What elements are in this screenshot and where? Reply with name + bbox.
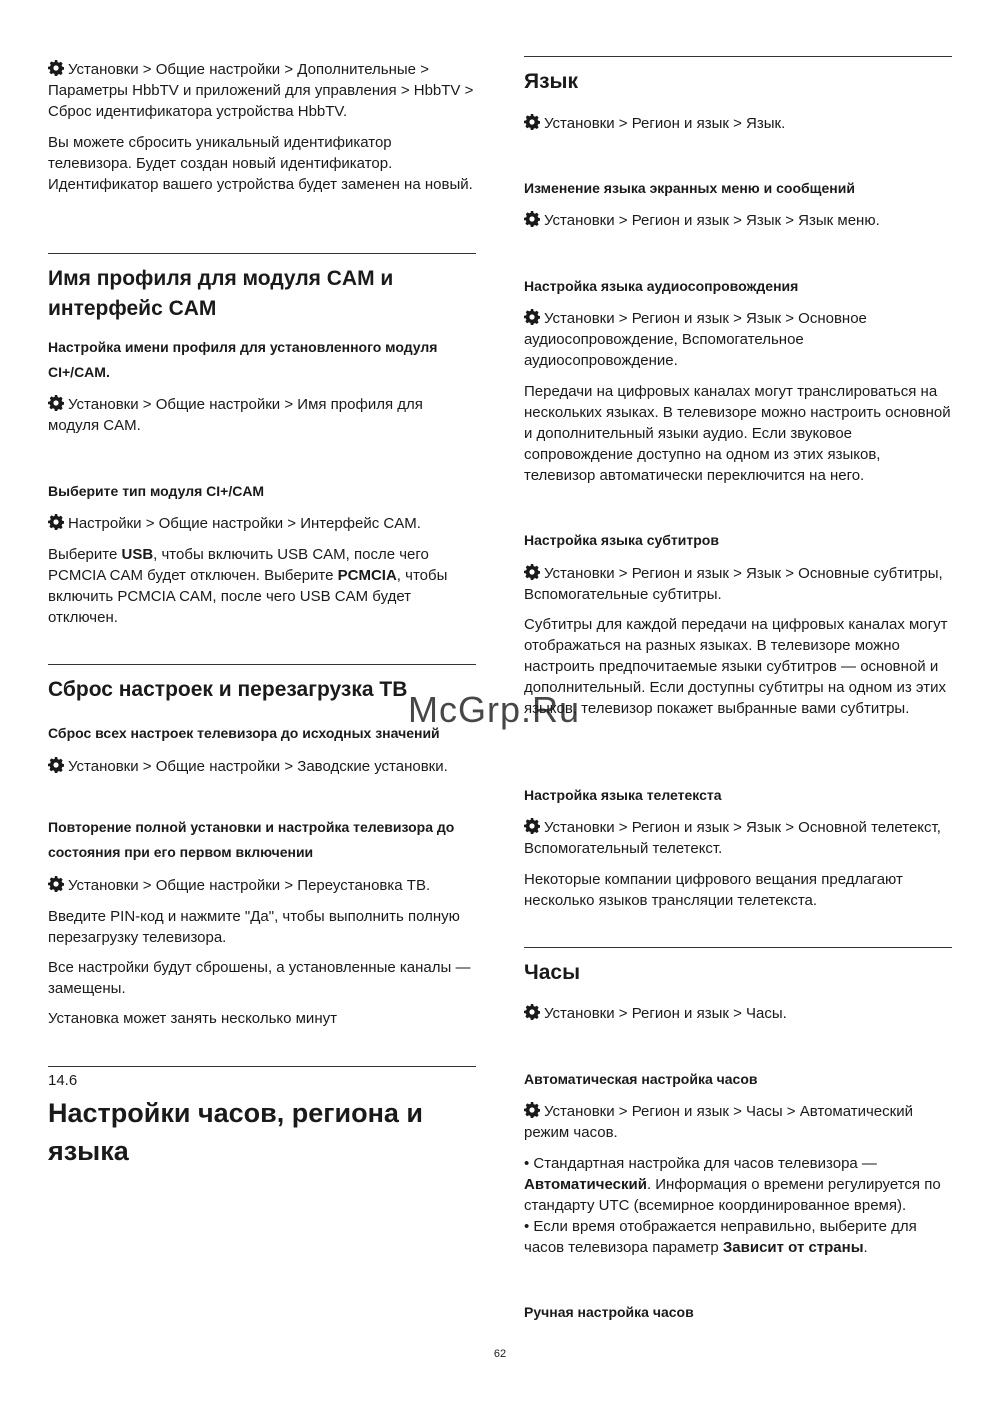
section-divider (48, 664, 476, 665)
subtitles-subheading: Настройка языка субтитров (524, 532, 719, 548)
language-path: Установки > Регион и язык > Язык. (524, 113, 954, 134)
auto-clock-path: Установки > Регион и язык > Часы > Автоматический режим часов. (524, 1103, 913, 1141)
reinstall-subheading: Повторение полной установки и настройка телевизора до состояния при его первом включении (48, 819, 455, 860)
cam-type-path: Настройки > Общие настройки > Интерфейс CAM. (48, 513, 478, 534)
reinstall-path: Установки > Общие настройки > Переустановка ТВ. (48, 875, 478, 896)
gear-icon (524, 309, 540, 325)
cam-type-text: Выберите USB, чтобы включить USB CAM, после чего PCMCIA CAM будет отключен. Выберите PCMCIA, чтобы включить PCMCIA CAM, после чего USB CAM будет отключен. (48, 546, 448, 626)
gear-icon (524, 818, 540, 834)
auto-clock-text: • Стандартная настройка для часов телевизора — Автоматический. Информация о времени регулируется по стандарту UTC (всемирное координированное время). • Если время отображается неправильно, выберите для часов телевизора параметр Зависит от страны. (524, 1155, 941, 1256)
teletext-text: Некоторые компании цифрового вещания предлагают несколько языков трансляции телетекста. (524, 871, 903, 909)
section-divider (524, 947, 952, 948)
hbbtv-reset-text: Вы можете сбросить уникальный идентификатор телевизора. Будет создан новый идентификатор. Идентификатор вашего устройства будет заменен на новый. (48, 134, 473, 193)
gear-icon (48, 876, 64, 892)
cam-profile-subheading: Настройка имени профиля для установленного модуля CI+/CAM. (48, 339, 438, 380)
subtitles-text: Субтитры для каждой передачи на цифровых каналах могут отображаться на разных языках. В телевизоре можно настроить предпочитаемые языки субтитров — основной и дополнительный. Если доступны субтитры на одном из этих языков, телевизор покажет выбранные вами субтитры. (524, 616, 948, 717)
cam-type-subheading: Выберите тип модуля CI+/CAM (48, 483, 265, 499)
manual-clock-subheading: Ручная настройка часов (524, 1304, 694, 1320)
gear-icon (524, 564, 540, 580)
language-section-title: Язык (524, 70, 578, 93)
reset-all-path: Установки > Общие настройки > Заводские установки. (48, 756, 478, 777)
gear-icon (48, 757, 64, 773)
section-divider (48, 253, 476, 254)
hbbtv-reset-path: Установки > Общие настройки > Дополнительные > Параметры HbbTV и приложений для управления > HbbTV > Сброс идентификатора устройства HbbTV. (48, 61, 474, 120)
menu-language-path: Установки > Регион и язык > Язык > Язык меню. (524, 210, 954, 231)
chapter-divider (48, 1066, 476, 1067)
gear-icon (524, 114, 540, 130)
section-number: 14.6 (48, 1072, 78, 1089)
watermark: McGrp.Ru (408, 689, 581, 730)
teletext-subheading: Настройка языка телетекста (524, 787, 722, 803)
page-number: 62 (493, 1348, 507, 1360)
reset-all-subheading: Сброс всех настроек телевизора до исходных значений (48, 725, 440, 741)
reinstall-text-duration: Установка может занять несколько минут (48, 1010, 337, 1027)
teletext-path: Установки > Регион и язык > Язык > Основной телетекст, Вспомогательный телетекст. (524, 819, 941, 857)
gear-icon (48, 514, 64, 530)
gear-icon (48, 395, 64, 411)
auto-clock-subheading: Автоматическая настройка часов (524, 1071, 758, 1087)
reinstall-text-reset: Все настройки будут сброшены, а установленные каналы — замещены. (48, 959, 471, 997)
cam-profile-path: Установки > Общие настройки > Имя профиля для модуля CAM. (48, 396, 423, 434)
menu-language-subheading: Изменение языка экранных меню и сообщений (524, 180, 855, 196)
clock-path: Установки > Регион и язык > Часы. (524, 1003, 954, 1024)
audio-language-text: Передачи на цифровых каналах могут транслироваться на нескольких языках. В телевизоре можно настроить основной и дополнительный языки аудио. Если звуковое сопровождение доступно на одном из этих языков, телевизор автоматически переключится на него. (524, 383, 951, 484)
gear-icon (524, 1004, 540, 1020)
clock-section-title: Часы (524, 961, 581, 984)
chapter-title: Настройки часов, региона и языка (48, 1098, 424, 1166)
cam-section-title: Имя профиля для модуля CAM и интерфейс CAM (48, 267, 394, 320)
audio-language-subheading: Настройка языка аудиосопровождения (524, 278, 799, 294)
gear-icon (524, 211, 540, 227)
subtitles-path: Установки > Регион и язык > Язык > Основные субтитры, Вспомогательные субтитры. (524, 565, 943, 603)
gear-icon (48, 60, 64, 76)
reinstall-text-pin: Введите PIN-код и нажмите "Да", чтобы выполнить полную перезагрузку телевизора. (48, 908, 460, 946)
audio-language-path: Установки > Регион и язык > Язык > Основное аудиосопровождение, Вспомогательное аудиосопровождение. (524, 310, 867, 369)
gear-icon (524, 1102, 540, 1118)
reset-section-title: Сброс настроек и перезагрузка ТВ (48, 678, 408, 701)
section-divider (524, 56, 952, 57)
